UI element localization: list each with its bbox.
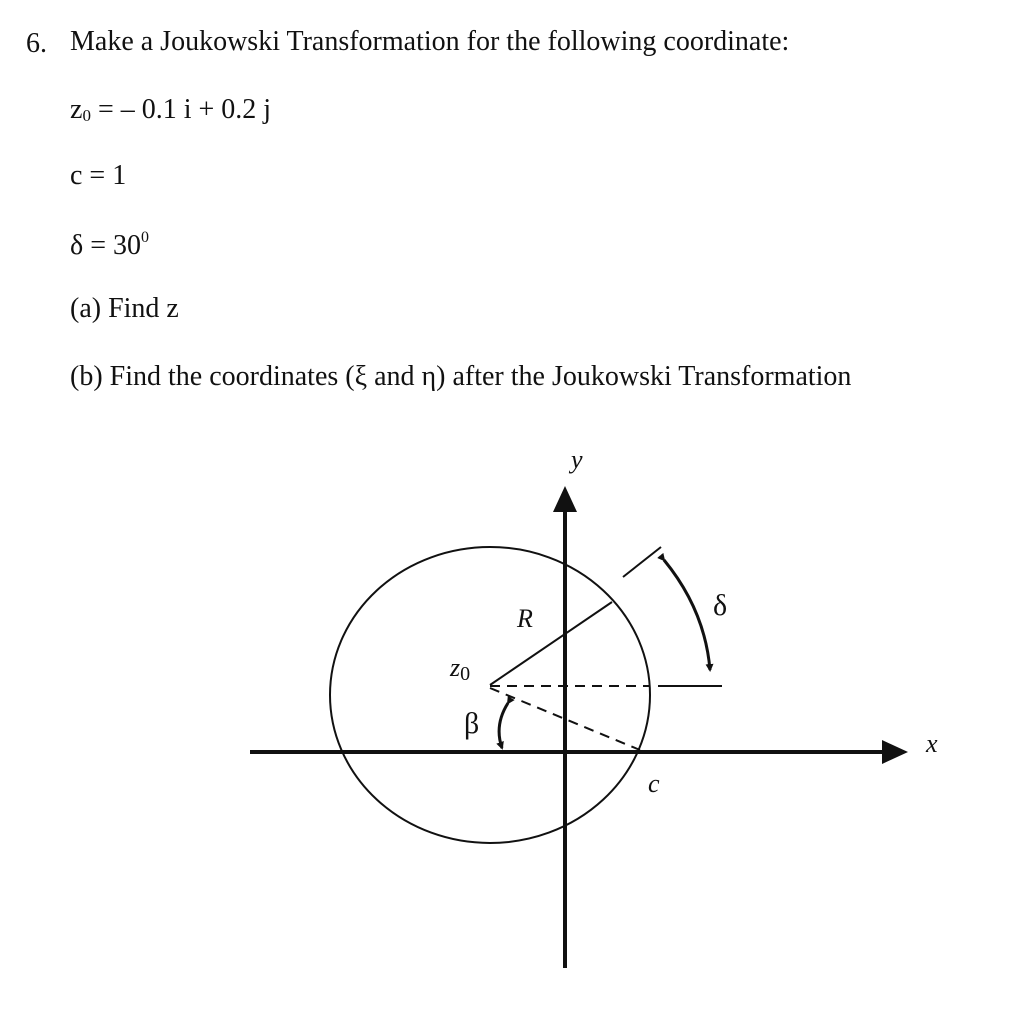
delta-superscript: 0 xyxy=(140,229,149,246)
y-axis-label: y xyxy=(571,445,583,474)
center-label xyxy=(449,653,470,685)
circle xyxy=(330,547,650,843)
beta-label: β xyxy=(464,707,480,740)
delta-tick-upper xyxy=(623,547,661,577)
z0-symbol: z xyxy=(70,94,83,125)
center-label-symbol: z xyxy=(450,653,461,682)
beta-arc-arrow xyxy=(499,703,508,748)
center-label-subscript: 0 xyxy=(460,663,471,685)
delta-label: δ xyxy=(713,589,728,622)
c-label: c xyxy=(648,769,660,798)
x-axis-label: x xyxy=(926,729,938,758)
question-number: 6. xyxy=(26,28,47,59)
z0-subscript: 0 xyxy=(82,106,91,125)
question-prompt: Make a Joukowski Transformation for the following coordinate: xyxy=(70,26,790,57)
delta-text: δ = 30 xyxy=(70,230,141,261)
radius-line xyxy=(490,602,612,685)
x-axis-arrow-icon xyxy=(882,740,908,764)
c-definition: c = 1 xyxy=(70,160,127,191)
part-b: (b) Find the coordinates (ξ and η) after the Joukowski Transformation xyxy=(70,361,852,392)
z0-expression: = – 0.1 i + 0.2 j xyxy=(90,94,272,125)
part-a: (a) Find z xyxy=(70,293,179,324)
radius-label: R xyxy=(517,604,533,633)
y-axis-arrow-icon xyxy=(553,486,577,512)
delta-arc-arrow xyxy=(664,560,710,670)
